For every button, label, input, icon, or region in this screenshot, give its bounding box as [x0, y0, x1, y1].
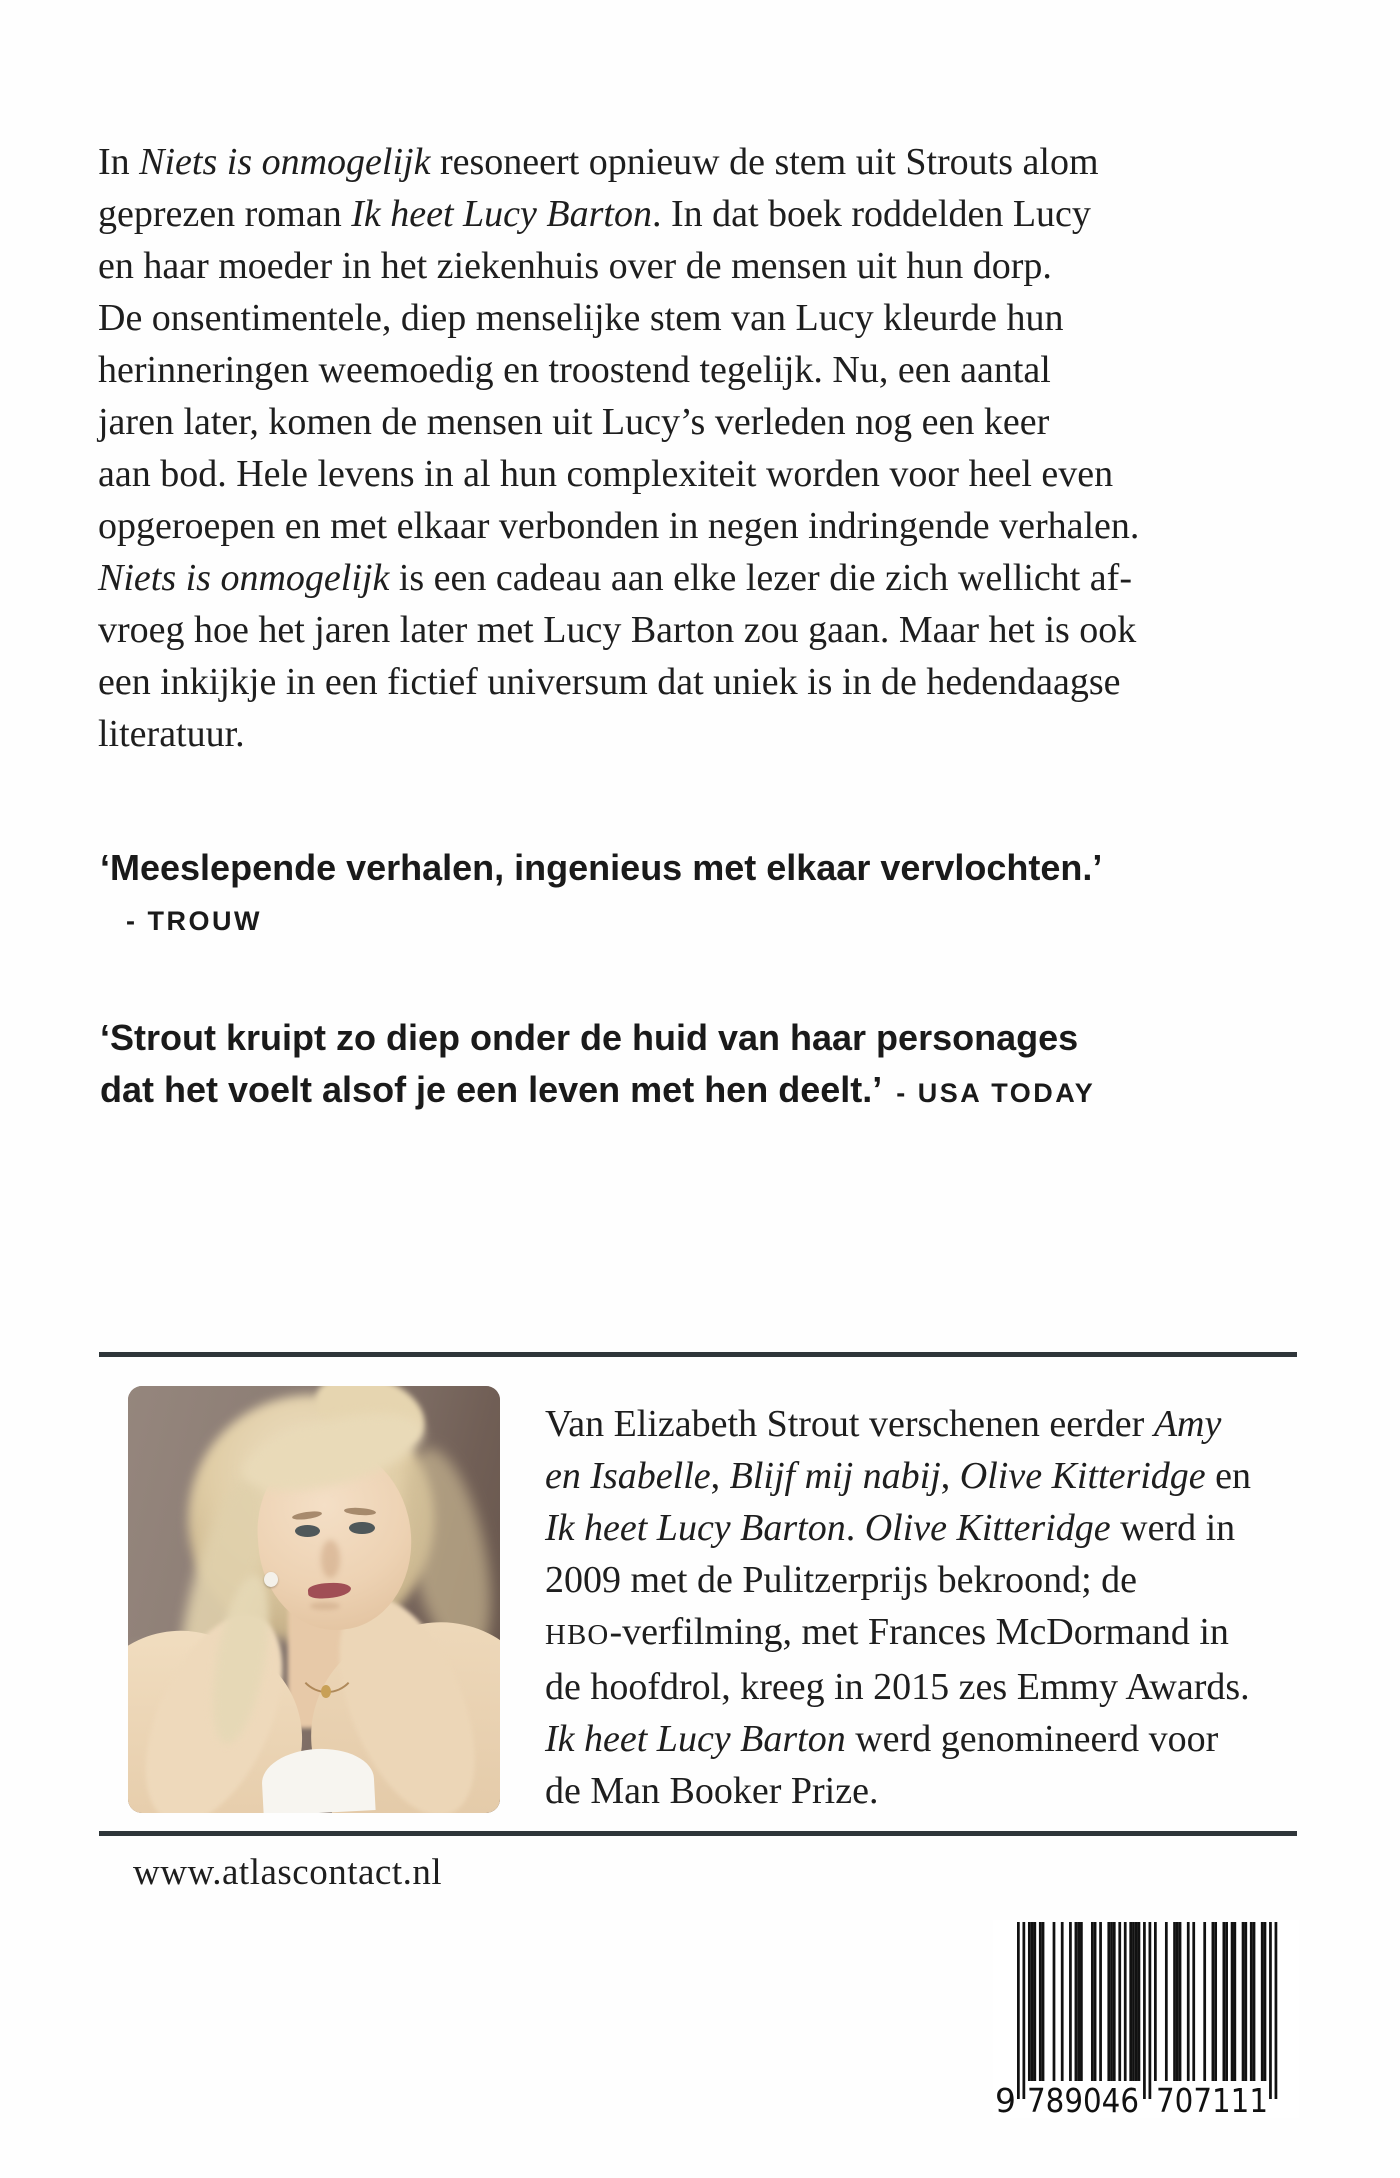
review-quote-usatoday-text: dat het voelt alsof je een leven met hen deelt.’: [100, 1069, 883, 1110]
photo-eye-right: [349, 1522, 374, 1534]
review-quote-usatoday-line1: ‘Strout kruipt zo diep onder de huid van haar personages: [100, 1017, 1079, 1058]
photo-chin-shadow: [310, 1602, 340, 1611]
review-trouw: [100, 842, 1102, 937]
isbn-barcode: [993, 1920, 1299, 2118]
photo-earring: [264, 1572, 278, 1587]
isbn-barcode-svg: [993, 1920, 1299, 2118]
author-photo: [128, 1386, 500, 1813]
divider-top: [99, 1352, 1297, 1357]
review-usatoday: [100, 1012, 1095, 1119]
author-bio: Van Elizabeth Strout verschenen eerder Amy en Isabelle, Blijf mij nabij, Olive Kitteridge en Ik heet Lucy Barton. Olive Kitteridge werd in 2009 met de Pulitzerprijs bekroond; de HBO-verfilming, met Frances McDormand in de hoofdrol, kreeg in 2015 zes Emmy Awards. Ik heet Lucy Barton werd genomineerd voor de Man Booker Prize.: [545, 1403, 1252, 1812]
review-quote-usatoday-line2: [100, 1064, 1095, 1119]
svg-text:789046: 789046: [1027, 2081, 1139, 2118]
synopsis-paragraph: In Niets is onmogelijk resoneert opnieuw de stem uit Strouts alom geprezen roman Ik heet Lucy Barton. In dat boek roddelden Lucy en haar moeder in het ziekenhuis over de mensen uit hun dorp. De onsentimentele, diep menselijke stem van Lucy kleurde hun herinneringen weemoedig en troostend tegelijk. Nu, een aantal jaren later, komen de mensen uit Lucy’s verleden nog een keer aan bod. Hele levens in al hun complexiteit worden voor heel even opgeroepen en met elkaar verbonden in negen indringende verhalen. Niets is onmogelijk is een cadeau aan elke lezer die zich wellicht af- vroeg hoe het jaren later met Lucy Barton zou gaan. Maar het is ook een inkijkje in een fictief universum dat uniek is in de hedendaagse literatuur.: [98, 141, 1140, 755]
divider-bottom: [99, 1831, 1297, 1836]
publisher-url: www.atlascontact.nl: [133, 1852, 443, 1893]
review-quote-trouw: ‘Meeslepende verhalen, ingenieus met elkaar vervlochten.’: [100, 847, 1103, 888]
photo-nose-shadow: [321, 1540, 340, 1578]
svg-text:707111: 707111: [1156, 2081, 1268, 2118]
photo-necklace: [295, 1625, 359, 1693]
svg-text:9: 9: [995, 2081, 1016, 2118]
review-attribution-trouw: - TROUW: [126, 906, 262, 936]
review-attribution-usatoday: - USA TODAY: [896, 1078, 1096, 1108]
